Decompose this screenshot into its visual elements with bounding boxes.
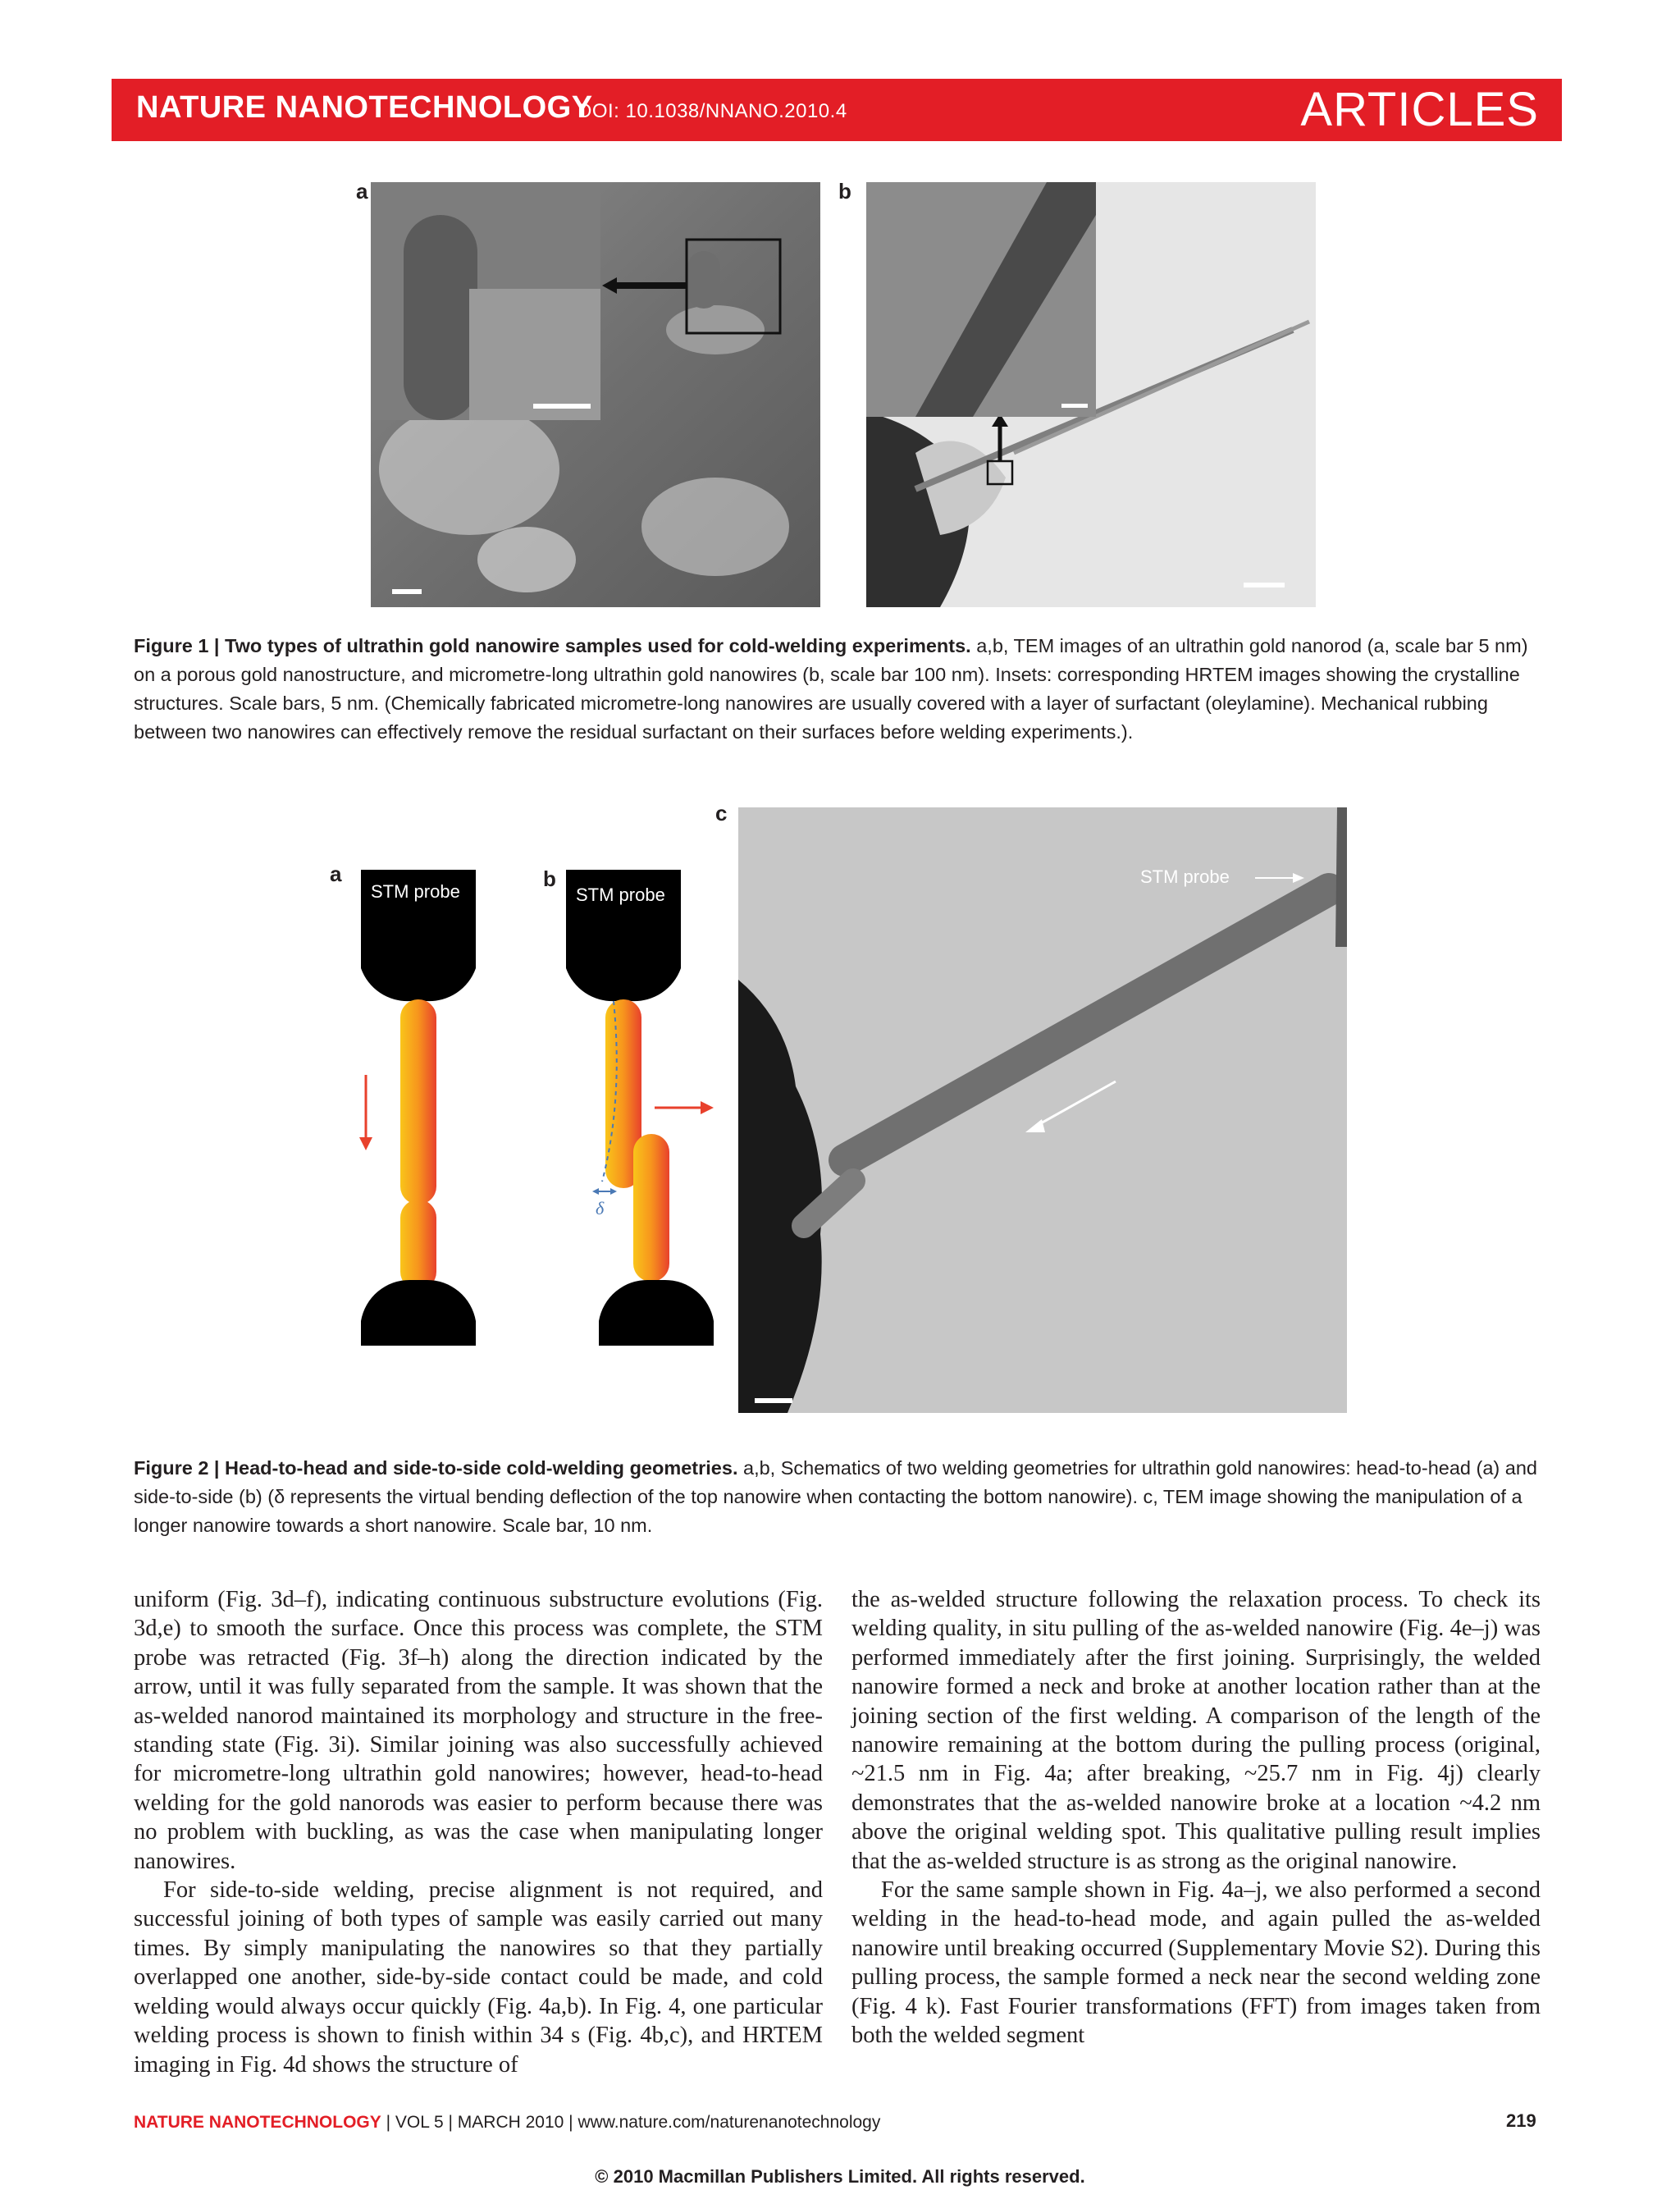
- fig2-label-c: c: [715, 801, 728, 825]
- body-column-right: [851, 1585, 1541, 2050]
- journal-header: [112, 79, 1562, 141]
- fig1-label-b: b: [838, 179, 851, 203]
- fig2-label-b: b: [543, 866, 556, 891]
- body-paragraph: For side-to-side welding, precise alignment is not required, and successful joining of both types of sample was easily carried out many times. By simply manipulating the nanowires so that they partially overlapped one another, side-by-side contact could be made, and cold welding would always occur quickly (Fig. 4a,b). In Fig. 4, one particular welding process is shown to finish within 34 s (Fig. 4b,c), and HRTEM imaging in Fig. 4d shows the structure of: [134, 1877, 823, 2078]
- copyright-notice: © 2010 Macmillan Publishers Limited. All rights reserved.: [595, 2166, 1085, 2187]
- nanowire-bottom-a: [400, 1200, 436, 1290]
- delta-symbol: δ: [596, 1198, 605, 1218]
- arrow-right-icon: [701, 1101, 714, 1114]
- journal-name: NATURE NANOTECHNOLOGY: [136, 90, 593, 125]
- figure1-caption-text: a,b, TEM images of an ultrathin gold nanorod (a, scale bar 5 nm) on a porous gold nanostructure, and micrometre-long ultrathin gold nanowires (b, scale bar 100 nm). Insets: corresponding HRTEM images showing the crystalline structures. Scale bars, 5 nm. (Chemically fabricated micrometre-long nanowires are usually covered with a layer of surfactant (oleylamine). Mechanical rubbing between two nanowires can effectively remove the residual surfactant on their surfaces before welding experiments.).: [134, 635, 1528, 743]
- body-column-left: [134, 1585, 823, 2079]
- page-footer: [134, 2113, 880, 2133]
- figure1-caption-lead: Figure 1 | Two types of ultrathin gold nanowire samples used for cold-welding experiments.: [134, 635, 971, 656]
- nanowire-top-a: [400, 999, 436, 1205]
- fig1-label-a: a: [356, 179, 368, 203]
- fig1b-tem-image: [866, 182, 1316, 607]
- probe-bottom-a: [361, 1280, 476, 1346]
- stm-probe-label-b: STM probe: [576, 885, 665, 905]
- fig2c-tem-image: [738, 807, 1347, 1413]
- nanowire-bottom-b: [633, 1134, 669, 1282]
- probe-bottom-b: [599, 1280, 714, 1346]
- stm-probe-label-c: STM probe: [1140, 866, 1230, 887]
- stm-probe-label-a: STM probe: [371, 881, 460, 902]
- doi: DOI: 10.1038/NNANO.2010.4: [578, 100, 847, 122]
- fig1a-tem-image: [371, 182, 820, 607]
- page-number: 219: [1506, 2110, 1536, 2131]
- figure2-caption-lead: Figure 2 | Head-to-head and side-to-side cold-welding geometries.: [134, 1457, 738, 1479]
- section-label: ARTICLES: [1300, 83, 1539, 136]
- figure2-caption-text: a,b, Schematics of two welding geometries for ultrathin gold nanowires: head-to-head (a) and side-to-side (b) (δ represents the virtual bending deflection of the top nanowire when contacting the bottom nanowire). c, TEM image showing the manipulation of a longer nanowire towards a short nanowire. Scale bar, 10 nm.: [134, 1457, 1537, 1536]
- arrow-down-icon: [359, 1137, 372, 1150]
- fig2-label-a: a: [330, 862, 342, 886]
- figure2-caption: [134, 1454, 1545, 1540]
- body-paragraph: For the same sample shown in Fig. 4a–j, we also performed a second welding in the head-to-head mode, and again pulled the as-welded nanowire until breaking occurred (Supplementary Movie S2). During this pulling process, the sample formed a neck near the second welding zone (Fig. 4 k). Fast Fourier transformations (FFT) from images taken from both the welded segment: [851, 1877, 1541, 2049]
- body-paragraph: the as-welded structure following the relaxation process. To check its welding quality, in situ pulling of the as-welded nanowire (Fig. 4e–j) was performed immediately after the first joining. Surprisingly, the welded nanowire formed a neck and broke at another location rather than at the joining section of the first welding. A comparison of the length of the nanowire remaining at the bottom during the pulling process (original, ~21.5 nm in Fig. 4a; after breaking, ~25.7 nm in Fig. 4j) clearly demonstrates that the as-welded nanowire broke at a location ~4.2 nm above the original welding spot. This qualitative pulling result implies that the as-welded structure is as strong as the original nanowire.: [851, 1587, 1541, 1874]
- body-paragraph: uniform (Fig. 3d–f), indicating continuous substructure evolutions (Fig. 3d,e) to smooth the surface. Once this process was complete, the STM probe was retracted (Fig. 3f–h) along the direction indicated by the arrow, until it was fully separated from the sample. It was shown that the as-welded nanorod maintained its morphology and structure in the free-standing state (Fig. 3i). Similar joining was also successfully achieved for micrometre-long ultrathin gold nanowires; however, head-to-head welding for the gold nanorods was easier to perform because there was no problem with buckling, as was the case when manipulating longer nanowires.: [134, 1587, 823, 1874]
- footer-details: | VOL 5 | MARCH 2010 | www.nature.com/naturenanotechnology: [381, 2113, 881, 2132]
- fig2-schematic: [328, 853, 722, 1354]
- footer-journal: NATURE NANOTECHNOLOGY: [134, 2113, 381, 2132]
- figure1-caption: [134, 632, 1545, 747]
